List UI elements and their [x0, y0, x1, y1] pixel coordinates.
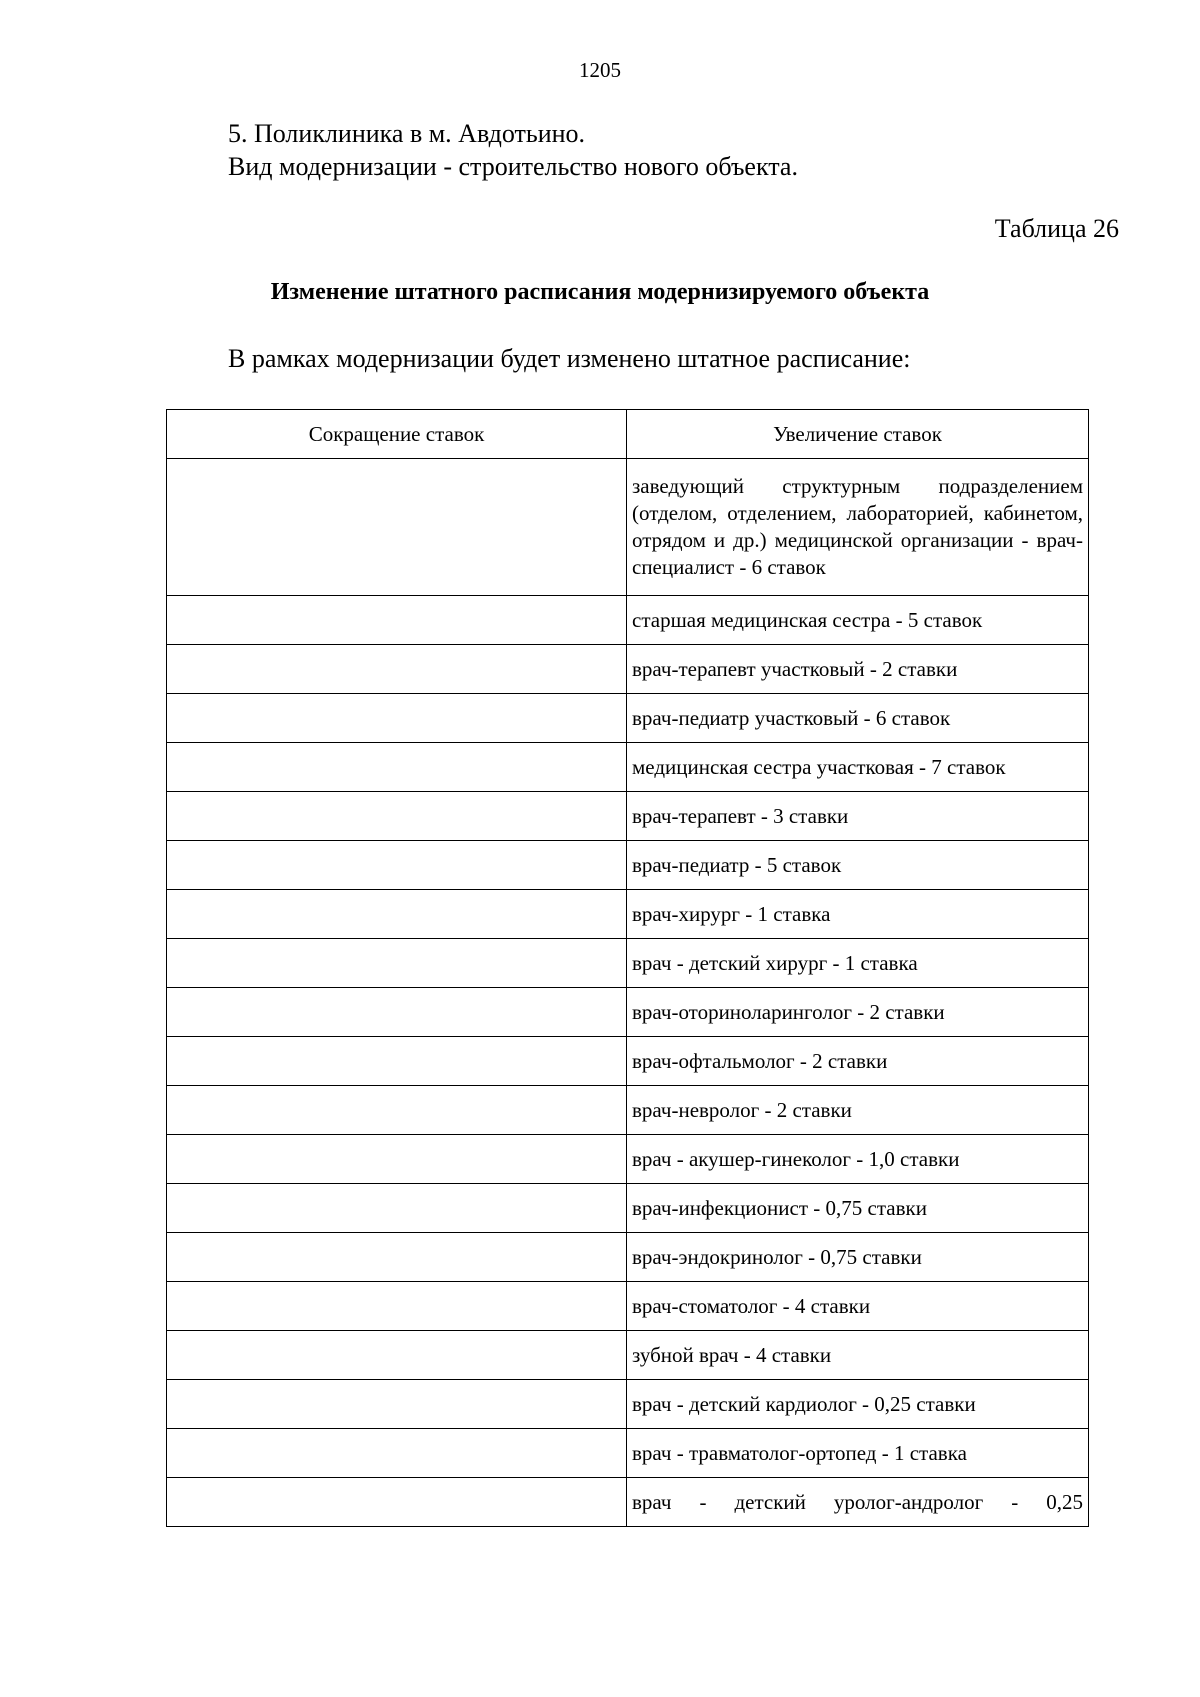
lead-paragraph: В рамках модернизации будет изменено штатное расписание:: [228, 344, 911, 373]
reduction-cell: [167, 841, 627, 890]
reduction-cell: [167, 596, 627, 645]
table-row: [167, 1282, 1089, 1331]
table-row: [167, 459, 1089, 596]
modernization-type: Вид модернизации - строительство нового объекта.: [228, 152, 798, 181]
reduction-cell: [167, 939, 627, 988]
increase-cell: врач - детский уролог-андролог - 0,25: [627, 1478, 1089, 1527]
increase-cell: врач - травматолог-ортопед - 1 ставка: [627, 1429, 1089, 1478]
increase-cell: врач-невролог - 2 ставки: [627, 1086, 1089, 1135]
intro-block: [228, 117, 798, 183]
header-reduction: Сокращение ставок: [167, 410, 627, 459]
reduction-cell: [167, 1478, 627, 1527]
increase-cell: врач-инфекционист - 0,75 ставки: [627, 1184, 1089, 1233]
table-row: [167, 645, 1089, 694]
table-row: [167, 694, 1089, 743]
reduction-cell: [167, 988, 627, 1037]
increase-cell: старшая медицинская сестра - 5 ставок: [627, 596, 1089, 645]
table-row: [167, 1037, 1089, 1086]
reduction-cell: [167, 645, 627, 694]
table-row: [167, 792, 1089, 841]
reduction-cell: [167, 743, 627, 792]
table-row: [167, 596, 1089, 645]
table-row: [167, 743, 1089, 792]
table-row: [167, 939, 1089, 988]
increase-cell: врач-офтальмолог - 2 ставки: [627, 1037, 1089, 1086]
table-caption: Таблица 26: [994, 214, 1119, 243]
header-increase: Увеличение ставок: [627, 410, 1089, 459]
reduction-cell: [167, 1233, 627, 1282]
increase-cell: врач-стоматолог - 4 ставки: [627, 1282, 1089, 1331]
table-row: [167, 1233, 1089, 1282]
increase-cell: врач-оториноларинголог - 2 ставки: [627, 988, 1089, 1037]
reduction-cell: [167, 1037, 627, 1086]
table-row: [167, 1135, 1089, 1184]
table-row: [167, 1429, 1089, 1478]
increase-cell: врач - детский кардиолог - 0,25 ставки: [627, 1380, 1089, 1429]
table-row: [167, 1184, 1089, 1233]
table-row: [167, 988, 1089, 1037]
increase-cell: зубной врач - 4 ставки: [627, 1331, 1089, 1380]
increase-cell: врач-терапевт - 3 ставки: [627, 792, 1089, 841]
increase-cell: врач-эндокринолог - 0,75 ставки: [627, 1233, 1089, 1282]
table-row: [167, 1086, 1089, 1135]
increase-cell: врач-педиатр участковый - 6 ставок: [627, 694, 1089, 743]
reduction-cell: [167, 1086, 627, 1135]
facility-heading: 5. Поликлиника в м. Авдотьино.: [228, 119, 586, 148]
increase-cell: заведующий структурным подразделением (отделом, отделением, лабораторией, кабинетом, отрядом и др.) медицинской организации - врач-специалист - 6 ставок: [627, 459, 1089, 596]
increase-cell: медицинская сестра участковая - 7 ставок: [627, 743, 1089, 792]
reduction-cell: [167, 1429, 627, 1478]
reduction-cell: [167, 890, 627, 939]
reduction-cell: [167, 694, 627, 743]
table-header-row: [167, 410, 1089, 459]
page-number: 1205: [579, 58, 621, 82]
staffing-table: [166, 409, 1089, 1527]
reduction-cell: [167, 1282, 627, 1331]
table-row: [167, 1331, 1089, 1380]
reduction-cell: [167, 1331, 627, 1380]
table-row: [167, 841, 1089, 890]
reduction-cell: [167, 1184, 627, 1233]
reduction-cell: [167, 459, 627, 596]
reduction-cell: [167, 792, 627, 841]
table-row: [167, 1478, 1089, 1527]
increase-cell: врач-хирург - 1 ставка: [627, 890, 1089, 939]
increase-cell: врач-терапевт участковый - 2 ставки: [627, 645, 1089, 694]
reduction-cell: [167, 1135, 627, 1184]
increase-cell: врач - акушер-гинеколог - 1,0 ставки: [627, 1135, 1089, 1184]
table-row: [167, 890, 1089, 939]
increase-cell: врач - детский хирург - 1 ставка: [627, 939, 1089, 988]
table-row: [167, 1380, 1089, 1429]
document-title: Изменение штатного расписания модернизируемого объекта: [270, 279, 930, 305]
increase-cell: врач-педиатр - 5 ставок: [627, 841, 1089, 890]
reduction-cell: [167, 1380, 627, 1429]
